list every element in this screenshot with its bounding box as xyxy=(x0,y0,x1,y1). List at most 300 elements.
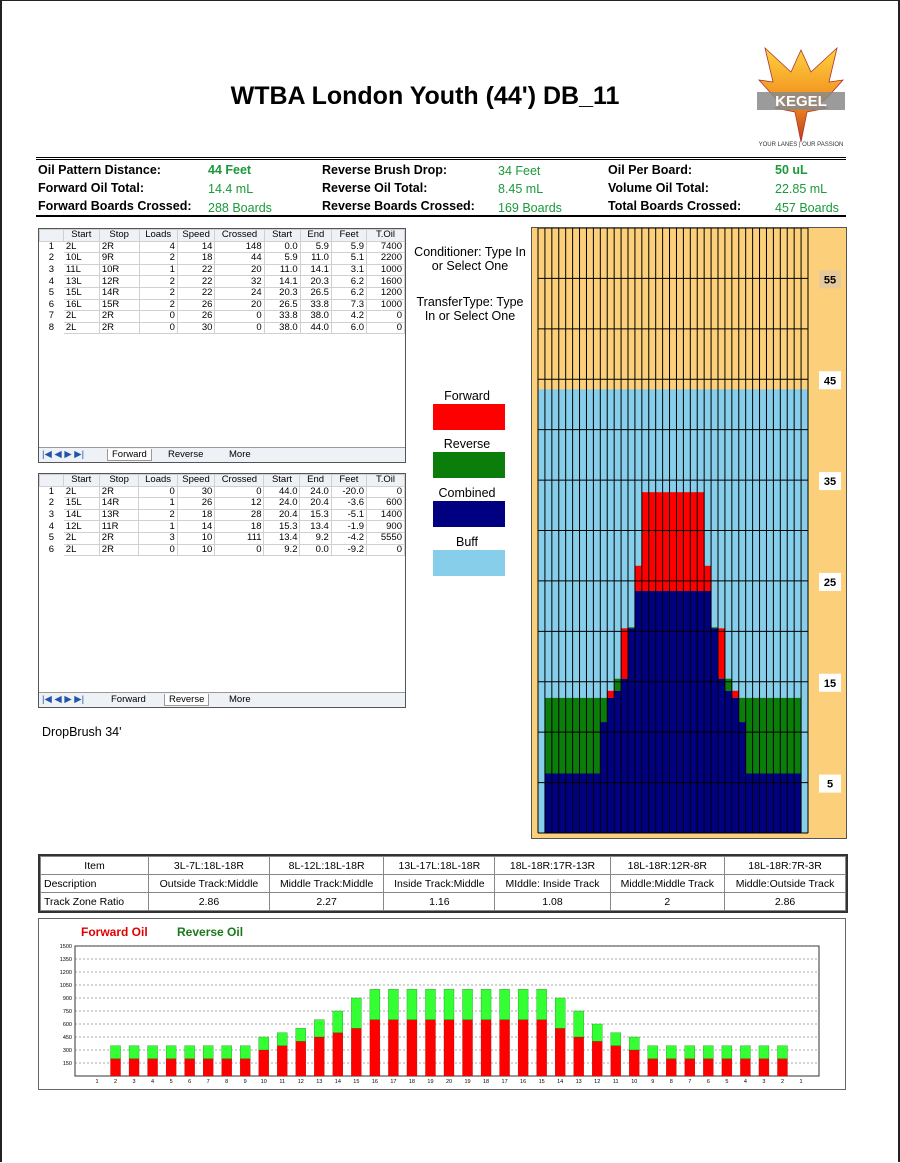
reverse-oil-bar xyxy=(666,1046,676,1059)
table-row[interactable] xyxy=(40,253,405,265)
grid-cell[interactable]: 2R xyxy=(99,322,139,334)
grid-cell[interactable]: 2R xyxy=(99,544,139,556)
grid-cell[interactable]: 0 xyxy=(139,311,177,323)
grid-cell[interactable]: 14L xyxy=(63,509,99,521)
grid-cell[interactable]: 33.8 xyxy=(300,299,331,311)
reverse-oil-bar xyxy=(518,989,528,1019)
grid-cell[interactable]: 38.0 xyxy=(300,311,331,323)
y-tick-label: 900 xyxy=(62,996,72,1002)
table-row[interactable] xyxy=(40,509,405,521)
grid-cell[interactable]: 20.4 xyxy=(264,509,300,521)
grid-cell[interactable]: 1200 xyxy=(367,287,405,299)
table-row[interactable] xyxy=(40,521,405,533)
grid-cell[interactable]: 2L xyxy=(63,322,99,334)
reverse-oil-bar xyxy=(500,989,510,1019)
grid-header-cell: End xyxy=(300,475,331,487)
combined-oil-bar xyxy=(683,591,690,833)
grid-cell[interactable]: 1000 xyxy=(367,299,405,311)
x-tick-label: 18 xyxy=(482,1079,490,1085)
grid-cell[interactable]: 13R xyxy=(99,509,139,521)
grid-cell[interactable]: 15R xyxy=(99,299,139,311)
grid-cell[interactable]: 3 xyxy=(40,509,64,521)
grid-cell[interactable]: 11.0 xyxy=(300,253,331,265)
grid-cell[interactable]: 15.3 xyxy=(300,509,331,521)
grid-cell[interactable]: 2R xyxy=(99,311,139,323)
grid-cell[interactable]: 26 xyxy=(177,498,215,510)
zone-cell: Middle Track:Middle xyxy=(269,875,384,893)
reverse-oil-bar xyxy=(388,989,398,1019)
grid-header-cell: Crossed xyxy=(215,475,264,487)
grid-cell[interactable]: 0 xyxy=(367,322,405,334)
grid-cell[interactable]: 11R xyxy=(99,521,139,533)
y-tick-label: 600 xyxy=(62,1022,72,1028)
reverse-oil-bar xyxy=(740,1046,750,1059)
tab-reverse[interactable]: Reverse xyxy=(164,694,209,706)
x-tick-label: 2 xyxy=(780,1079,785,1085)
grid-cell[interactable]: 26 xyxy=(177,299,215,311)
table-row[interactable] xyxy=(40,532,405,544)
x-tick-label: 7 xyxy=(688,1079,692,1085)
grid-cell[interactable]: 10L xyxy=(63,253,99,265)
x-tick-label: 14 xyxy=(557,1079,564,1085)
x-tick-label: 11 xyxy=(279,1079,286,1085)
grid-cell[interactable]: 900 xyxy=(367,521,405,533)
forward-oil-bar xyxy=(537,1020,547,1076)
grid-cell[interactable]: 2R xyxy=(99,486,139,498)
legend-reverse-label: Reverse xyxy=(443,437,491,451)
grid-cell[interactable]: 14 xyxy=(177,241,215,253)
forward-oil-bar xyxy=(518,1020,528,1076)
grid-cell[interactable]: 1 xyxy=(40,241,64,253)
tab-forward[interactable]: Forward xyxy=(111,694,146,705)
grid-cell[interactable]: 7400 xyxy=(367,241,405,253)
y-tick-label: 300 xyxy=(62,1048,72,1054)
grid-cell[interactable]: 18 xyxy=(215,521,264,533)
grid-cell[interactable]: 600 xyxy=(367,498,405,510)
grid-header-cell: Stop xyxy=(99,230,139,242)
grid-cell[interactable]: 9.2 xyxy=(264,544,300,556)
grid-cell[interactable]: -5.1 xyxy=(331,509,366,521)
grid-cell[interactable]: 2L xyxy=(63,486,99,498)
grid-cell[interactable]: 111 xyxy=(215,532,264,544)
table-row[interactable] xyxy=(40,311,405,323)
oil-pattern-distance-label: Oil Pattern Distance: xyxy=(38,163,161,177)
combined-oil-bar xyxy=(635,591,642,833)
table-row[interactable] xyxy=(40,544,405,556)
legend-buff-label: Buff xyxy=(455,535,478,549)
grid-cell[interactable]: 2 xyxy=(139,287,177,299)
grid-cell[interactable]: 20 xyxy=(215,264,264,276)
table-row[interactable] xyxy=(40,287,405,299)
feet-label: 35 xyxy=(823,476,837,489)
tab-forward[interactable]: Forward xyxy=(107,449,152,461)
x-tick-label: 6 xyxy=(706,1079,710,1085)
reverse-oil-bar xyxy=(552,698,559,774)
grid-cell[interactable]: 5550 xyxy=(367,532,405,544)
table-row[interactable] xyxy=(40,322,405,334)
forward-oil-bar xyxy=(611,1046,621,1076)
reverse-oil-bar xyxy=(296,1028,306,1041)
forward-oil-bar xyxy=(607,691,614,698)
grid-cell[interactable]: 15L xyxy=(63,498,99,510)
grid-header-cell: Stop xyxy=(99,475,139,487)
grid-cell[interactable]: 6 xyxy=(40,544,64,556)
grid-cell[interactable]: 0 xyxy=(367,311,405,323)
grid-cell[interactable]: 2 xyxy=(139,299,177,311)
logo-brand: KEGEL xyxy=(775,93,827,110)
forward-oil-bar xyxy=(649,492,656,591)
legend-combined-swatch xyxy=(433,501,505,527)
reverse-oil-bar xyxy=(628,627,635,628)
reverse-oil-bar xyxy=(739,698,746,722)
zone-cell: 1.08 xyxy=(495,893,610,911)
grid-cell[interactable]: 9R xyxy=(99,253,139,265)
reverse-oil-bar xyxy=(593,698,600,774)
tab-more[interactable]: More xyxy=(229,694,251,705)
legend-forward-oil: Forward Oil xyxy=(81,925,148,939)
dropbrush-label: DropBrush 34' xyxy=(42,725,122,739)
zone-cell: 18L-18R:12R-8R xyxy=(610,857,725,875)
grid-cell[interactable]: 38.0 xyxy=(264,322,300,334)
y-tick-label: 450 xyxy=(62,1035,72,1041)
forward-boards-crossed-value: 288 Boards xyxy=(208,201,272,215)
reverse-oil-bar xyxy=(759,1046,769,1059)
grid-cell[interactable]: 44.0 xyxy=(264,486,300,498)
grid-cell[interactable]: 2 xyxy=(139,276,177,288)
forward-oil-bar xyxy=(635,566,642,591)
reverse-oil-bar xyxy=(559,698,566,774)
grid-cell[interactable]: 1600 xyxy=(367,276,405,288)
grid-cell[interactable]: 0 xyxy=(215,486,264,498)
forward-boards-crossed-label: Forward Boards Crossed: xyxy=(38,199,192,213)
grid-cell[interactable]: 1000 xyxy=(367,264,405,276)
grid-cell[interactable]: 13L xyxy=(63,276,99,288)
grid-cell[interactable]: 13.4 xyxy=(300,521,331,533)
grid-cell[interactable]: -1.9 xyxy=(331,521,366,533)
zone-cell: 18L-18R:7R-3R xyxy=(725,857,846,875)
grid-cell[interactable]: 5 xyxy=(40,532,64,544)
forward-oil-bar xyxy=(333,1033,343,1076)
grid-cell[interactable]: 16L xyxy=(63,299,99,311)
x-tick-label: 15 xyxy=(538,1079,545,1085)
reverse-oil-bar xyxy=(780,698,787,774)
y-tick-label: 1200 xyxy=(59,970,72,976)
combined-oil-bar xyxy=(711,628,718,833)
grid-cell[interactable]: 5.9 xyxy=(300,241,331,253)
table-row[interactable] xyxy=(40,276,405,288)
grid-cell[interactable]: 22 xyxy=(177,287,215,299)
grid-cell[interactable]: 14.1 xyxy=(264,276,300,288)
grid-cell[interactable]: 2L xyxy=(63,241,99,253)
zone-cell: Track Zone Ratio xyxy=(41,893,149,911)
grid-cell[interactable]: 14R xyxy=(99,287,139,299)
page-title: WTBA London Youth (44') DB_11 xyxy=(230,82,620,110)
y-tick-label: 150 xyxy=(62,1061,72,1067)
grid-cell[interactable]: 0 xyxy=(367,486,405,498)
grid-cell[interactable]: 20.4 xyxy=(300,498,331,510)
grid-cell[interactable]: 18 xyxy=(177,509,215,521)
forward-grid-tabs xyxy=(39,447,405,462)
forward-oil-bar xyxy=(425,1020,435,1076)
zone-cell: Inside Track:Middle xyxy=(384,875,495,893)
grid-cell[interactable]: 0 xyxy=(215,311,264,323)
grid-cell[interactable]: 9.2 xyxy=(300,532,331,544)
forward-oil-bar xyxy=(703,1059,713,1076)
grid-header-cell: Start xyxy=(63,475,99,487)
zone-cell: 2.27 xyxy=(269,893,384,911)
grid-cell[interactable]: 12R xyxy=(99,276,139,288)
reverse-oil-bar xyxy=(545,698,552,774)
grid-cell[interactable]: 26.5 xyxy=(264,299,300,311)
reverse-oil-bar xyxy=(777,1046,787,1059)
grid-cell[interactable]: 5.1 xyxy=(331,253,366,265)
x-tick-label: 13 xyxy=(316,1079,323,1085)
combined-oil-bar xyxy=(697,591,704,833)
grid-cell[interactable]: 20.3 xyxy=(300,276,331,288)
grid-cell[interactable]: -20.0 xyxy=(331,486,366,498)
grid-cell[interactable]: 13.4 xyxy=(264,532,300,544)
reverse-oil-bar xyxy=(166,1046,176,1059)
grid-cell[interactable]: 1400 xyxy=(367,509,405,521)
reverse-oil-bar xyxy=(746,698,753,774)
zone-cell: 2.86 xyxy=(149,893,270,911)
forward-oil-bar xyxy=(759,1059,769,1076)
grid-cell[interactable]: 2 xyxy=(40,253,64,265)
grid-cell[interactable]: 2L xyxy=(63,544,99,556)
grid-header-row xyxy=(40,230,405,242)
oil-bar-chart xyxy=(38,918,846,1090)
grid-header-cell: Start xyxy=(264,230,300,242)
grid-cell[interactable]: 3.1 xyxy=(331,264,366,276)
forward-oil-bar xyxy=(722,1059,732,1076)
grid-header-cell xyxy=(40,475,64,487)
grid-cell[interactable]: 2 xyxy=(139,253,177,265)
grid-cell[interactable]: 28 xyxy=(215,509,264,521)
grid-cell[interactable]: 20.3 xyxy=(264,287,300,299)
x-tick-label: 16 xyxy=(520,1079,527,1085)
tab-more[interactable]: More xyxy=(229,449,251,460)
grid-cell[interactable]: 10R xyxy=(99,264,139,276)
x-tick-label: 9 xyxy=(651,1079,655,1085)
grid-cell[interactable]: 6.2 xyxy=(331,287,366,299)
grid-cell[interactable]: 14.1 xyxy=(300,264,331,276)
table-row[interactable] xyxy=(40,498,405,510)
forward-oil-bar xyxy=(663,492,670,591)
x-tick-label: 8 xyxy=(225,1079,229,1085)
grid-cell[interactable]: 1 xyxy=(40,486,64,498)
grid-cell[interactable]: 22 xyxy=(177,276,215,288)
grid-cell[interactable]: 148 xyxy=(215,241,264,253)
x-tick-label: 12 xyxy=(594,1079,601,1085)
grid-cell[interactable]: 2L xyxy=(63,532,99,544)
reverse-oil-bar xyxy=(351,998,361,1028)
kegel-logo xyxy=(755,42,847,154)
oil-per-board-value: 50 uL xyxy=(775,163,808,177)
grid-cell[interactable]: 0 xyxy=(215,544,264,556)
x-tick-label: 3 xyxy=(132,1079,136,1085)
reverse-oil-bar xyxy=(566,698,573,774)
x-tick-label: 9 xyxy=(243,1079,247,1085)
grid-cell[interactable]: 0 xyxy=(215,322,264,334)
feet-label: 45 xyxy=(823,375,837,388)
feet-label: 5 xyxy=(826,778,834,791)
grid-cell[interactable]: 1 xyxy=(139,521,177,533)
forward-grid[interactable] xyxy=(38,228,406,463)
grid-cell[interactable]: 11.0 xyxy=(264,264,300,276)
grid-cell[interactable]: 20 xyxy=(215,299,264,311)
zone-cell: 2 xyxy=(610,893,725,911)
reverse-grid[interactable] xyxy=(38,473,406,708)
reverse-oil-bar xyxy=(766,698,773,774)
forward-oil-bar xyxy=(676,492,683,591)
grid-cell[interactable]: -4.2 xyxy=(331,532,366,544)
reverse-oil-bar xyxy=(370,989,380,1019)
grid-cell[interactable]: 2 xyxy=(139,509,177,521)
grid-cell[interactable]: 14R xyxy=(99,498,139,510)
grid-cell[interactable]: 30 xyxy=(177,486,215,498)
grid-cell[interactable]: 3 xyxy=(40,264,64,276)
reverse-oil-bar xyxy=(685,1046,695,1059)
grid-cell[interactable]: 12L xyxy=(63,521,99,533)
forward-oil-bar xyxy=(666,1059,676,1076)
grid-cell[interactable]: 2R xyxy=(99,532,139,544)
grid-cell[interactable]: 1 xyxy=(139,498,177,510)
grid-cell[interactable]: 7 xyxy=(40,311,64,323)
grid-cell[interactable]: 11L xyxy=(63,264,99,276)
grid-cell[interactable]: 4.2 xyxy=(331,311,366,323)
divider-info xyxy=(36,215,846,217)
grid-cell[interactable]: 5.9 xyxy=(264,253,300,265)
legend-reverse-oil: Reverse Oil xyxy=(177,925,244,939)
grid-cell[interactable]: 22 xyxy=(177,264,215,276)
grid-header-cell xyxy=(40,230,64,242)
grid-cell[interactable]: 26.5 xyxy=(300,287,331,299)
grid-cell[interactable]: 0 xyxy=(367,544,405,556)
grid-cell[interactable]: 32 xyxy=(215,276,264,288)
grid-cell[interactable]: 5 xyxy=(40,287,64,299)
table-row[interactable] xyxy=(40,264,405,276)
combined-oil-bar xyxy=(676,591,683,833)
forward-oil-bar xyxy=(370,1020,380,1076)
reverse-oil-bar xyxy=(444,989,454,1019)
combined-oil-bar xyxy=(656,591,663,833)
grid-cell[interactable]: 10 xyxy=(177,532,215,544)
reverse-oil-bar xyxy=(314,1020,324,1037)
grid-cell[interactable]: 0 xyxy=(139,544,177,556)
grid-cell[interactable]: 44.0 xyxy=(300,322,331,334)
grid-cell[interactable]: 4 xyxy=(40,276,64,288)
zone-cell: 3L-7L:18L-18R xyxy=(149,857,270,875)
tab-reverse[interactable]: Reverse xyxy=(168,449,204,460)
zone-cell: Description xyxy=(41,875,149,893)
zone-cell: Middle:Middle Track xyxy=(610,875,725,893)
grid-cell[interactable]: 0.0 xyxy=(264,241,300,253)
legend-reverse-swatch xyxy=(433,452,505,478)
grid-header-cell: Speed xyxy=(177,230,215,242)
forward-oil-bar xyxy=(685,1059,695,1076)
reverse-table xyxy=(39,474,405,556)
grid-cell[interactable]: 7.3 xyxy=(331,299,366,311)
grid-cell[interactable]: 15.3 xyxy=(264,521,300,533)
x-tick-label: 16 xyxy=(371,1079,378,1085)
grid-cell[interactable]: 33.8 xyxy=(264,311,300,323)
grid-cell[interactable]: 12 xyxy=(215,498,264,510)
reverse-oil-bar xyxy=(277,1033,287,1046)
reverse-oil-bar xyxy=(463,989,473,1019)
grid-cell[interactable]: 24.0 xyxy=(264,498,300,510)
oil-pattern-distance-value: 44 Feet xyxy=(208,163,252,177)
y-tick-label: 1050 xyxy=(59,983,72,989)
grid-cell[interactable]: 4 xyxy=(40,521,64,533)
forward-oil-bar xyxy=(481,1020,491,1076)
grid-cell[interactable]: 8 xyxy=(40,322,64,334)
combined-oil-bar xyxy=(663,591,670,833)
grid-cell[interactable]: -3.6 xyxy=(331,498,366,510)
grid-cell[interactable]: 1 xyxy=(139,264,177,276)
grid-cell[interactable]: 2L xyxy=(63,311,99,323)
grid-nav-icon[interactable]: |◀ ◀ ▶ ▶| xyxy=(42,694,85,705)
grid-header-cell: Speed xyxy=(177,475,215,487)
grid-cell[interactable]: 18 xyxy=(177,253,215,265)
grid-cell[interactable]: 24 xyxy=(215,287,264,299)
x-tick-label: 4 xyxy=(151,1079,155,1085)
y-tick-label: 1500 xyxy=(59,944,72,950)
grid-cell[interactable]: 2 xyxy=(40,498,64,510)
grid-cell[interactable]: 6.0 xyxy=(331,322,366,334)
grid-cell[interactable]: 5.9 xyxy=(331,241,366,253)
grid-cell[interactable]: 0 xyxy=(139,486,177,498)
forward-oil-bar xyxy=(574,1037,584,1076)
grid-header-cell: Start xyxy=(264,475,300,487)
grid-cell[interactable]: 4 xyxy=(139,241,177,253)
volume-oil-total-label: Volume Oil Total: xyxy=(608,181,709,195)
grid-cell[interactable]: -9.2 xyxy=(331,544,366,556)
forward-oil-bar xyxy=(148,1059,158,1076)
table-row[interactable] xyxy=(40,486,405,498)
grid-cell[interactable]: 2R xyxy=(99,241,139,253)
grid-cell[interactable]: 6.2 xyxy=(331,276,366,288)
zone-description-row xyxy=(41,875,846,893)
y-tick-label: 750 xyxy=(62,1009,72,1015)
reverse-boards-crossed-label: Reverse Boards Crossed: xyxy=(322,199,475,213)
table-row[interactable] xyxy=(40,241,405,253)
grid-cell[interactable]: 26 xyxy=(177,311,215,323)
x-tick-label: 14 xyxy=(334,1079,341,1085)
x-tick-label: 1 xyxy=(799,1079,803,1085)
forward-oil-bar xyxy=(185,1059,195,1076)
grid-cell[interactable]: 14 xyxy=(177,521,215,533)
grid-cell[interactable]: 10 xyxy=(177,544,215,556)
grid-cell[interactable]: 2200 xyxy=(367,253,405,265)
grid-nav-first-icon[interactable]: |◀ ◀ ▶ ▶| xyxy=(42,449,85,460)
grid-cell[interactable]: 0.0 xyxy=(300,544,331,556)
grid-header-cell: Start xyxy=(63,230,99,242)
volume-oil-total-value: 22.85 mL xyxy=(775,182,828,196)
reverse-oil-bar xyxy=(407,989,417,1019)
grid-cell[interactable]: 44 xyxy=(215,253,264,265)
table-row[interactable] xyxy=(40,299,405,311)
grid-header-cell: Loads xyxy=(139,230,177,242)
grid-cell[interactable]: 3 xyxy=(139,532,177,544)
grid-cell[interactable]: 15L xyxy=(63,287,99,299)
grid-cell[interactable]: 24.0 xyxy=(300,486,331,498)
x-tick-label: 6 xyxy=(188,1079,192,1085)
forward-oil-bar xyxy=(463,1020,473,1076)
grid-header-cell: T.Oil xyxy=(367,230,405,242)
grid-cell[interactable]: 30 xyxy=(177,322,215,334)
grid-cell[interactable]: 6 xyxy=(40,299,64,311)
grid-cell[interactable]: 0 xyxy=(139,322,177,334)
